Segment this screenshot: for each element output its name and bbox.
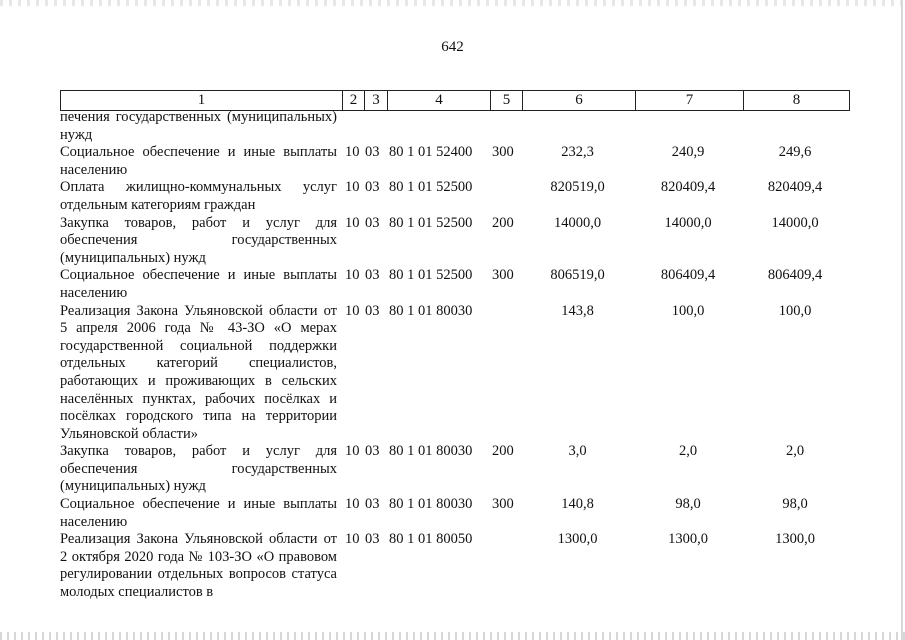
row-subsection [363, 109, 386, 144]
scan-artifact-right [901, 0, 903, 640]
row-amount-col-7 [634, 109, 742, 144]
row-expense-type: 300 [492, 496, 514, 513]
row-section: 10 [345, 302, 360, 319]
row-section: 10 [345, 179, 360, 196]
row-amount-col-6: 14000,0 [553, 214, 602, 231]
row-section: 10 [345, 531, 360, 548]
row-amount-col-6 [521, 109, 634, 144]
table-header [60, 90, 850, 111]
table-row [60, 109, 850, 144]
row-target-article: 80 1 01 80030 [389, 496, 473, 513]
row-section: 10 [345, 214, 360, 231]
row-amount-col-6: 806519,0 [550, 267, 605, 284]
row-name: Реализация Закона Ульяновской области от 5 апреля 2006 года № 43-ЗО «О мерах государственной социальной поддержки отдельных категорий специалистов, работающих и проживающих в сельских населённых пунктах, рабочих посёлках и посёлках городского типа на территории Ульяновской области» [60, 302, 337, 442]
row-target-article: 80 1 01 52500 [389, 267, 473, 284]
row-section: 10 [345, 144, 360, 161]
row-name: Социальное обеспечение и иные выплаты населению [60, 496, 337, 530]
row-amount-col-6: 143,8 [561, 302, 594, 319]
table-row [60, 496, 850, 531]
row-subsection: 03 [365, 214, 380, 231]
row-amount-col-6: 820519,0 [550, 179, 605, 196]
row-amount-col-8: 1300,0 [775, 531, 815, 548]
header-col-5: 5 [490, 91, 522, 110]
row-expense-type [489, 179, 521, 214]
table-row [60, 443, 850, 496]
row-amount-col-8 [742, 109, 848, 144]
header-col-4: 4 [387, 91, 490, 110]
row-amount-col-7: 100,0 [671, 302, 705, 319]
header-col-8: 8 [743, 91, 849, 110]
row-name: Оплата жилищно-коммунальных услуг отдельным категориям граждан [60, 179, 337, 213]
row-name: печения государственных (муниципальных) нужд [60, 109, 337, 143]
table-row [60, 215, 850, 268]
row-amount-col-6: 3,0 [568, 443, 587, 460]
row-name: Социальное обеспечение и иные выплаты населению [60, 144, 337, 178]
header-col-7: 7 [635, 91, 743, 110]
row-section [341, 109, 363, 144]
table-row [60, 179, 850, 214]
row-name: Реализация Закона Ульяновской области от 2 октября 2020 года № 103-ЗО «О правовом регулировании отдельных вопросов статуса молодых специалистов в [60, 531, 337, 601]
row-expense-type [489, 531, 521, 601]
page-number: 642 [441, 39, 464, 55]
row-target-article: 80 1 01 80030 [389, 302, 473, 319]
header-col-2: 2 [342, 91, 364, 110]
header-col-6: 6 [522, 91, 635, 110]
row-expense-type: 300 [492, 144, 514, 161]
scan-artifact-top [0, 0, 905, 6]
row-name: Закупка товаров, работ и услуг для обеспечения государственных (муниципальных) нужд [60, 443, 337, 495]
row-amount-col-8: 820409,4 [767, 179, 823, 196]
row-section: 10 [345, 267, 360, 284]
row-amount-col-7: 806409,4 [660, 267, 716, 284]
row-subsection: 03 [365, 531, 380, 548]
row-amount-col-7: 2,0 [678, 443, 698, 460]
row-target-article: 80 1 01 52400 [389, 144, 473, 161]
row-expense-type [489, 303, 521, 444]
row-amount-col-8: 2,0 [785, 443, 805, 460]
row-target-article: 80 1 01 80050 [389, 531, 473, 548]
row-amount-col-7: 1300,0 [668, 531, 708, 548]
row-amount-col-7: 240,9 [671, 144, 705, 161]
header-col-1: 1 [197, 92, 206, 108]
table-row [60, 531, 850, 601]
row-amount-col-8: 806409,4 [767, 267, 823, 284]
row-section: 10 [345, 496, 360, 513]
table-row [60, 267, 850, 302]
budget-table-body [60, 109, 850, 602]
scan-artifact-bottom [0, 632, 905, 640]
row-section: 10 [345, 443, 360, 460]
row-target-article: 80 1 01 52500 [389, 214, 473, 231]
row-amount-col-8: 98,0 [782, 496, 808, 513]
row-amount-col-6: 140,8 [561, 496, 594, 513]
row-name: Социальное обеспечение и иные выплаты населению [60, 267, 337, 301]
row-target-article: 80 1 01 52500 [389, 179, 473, 196]
row-amount-col-8: 249,6 [778, 144, 812, 161]
row-expense-type: 200 [492, 214, 514, 231]
row-amount-col-7: 14000,0 [664, 214, 712, 231]
table-row [60, 144, 850, 179]
row-subsection: 03 [365, 179, 380, 196]
row-amount-col-7: 98,0 [675, 496, 701, 513]
row-name: Закупка товаров, работ и услуг для обеспечения государственных (муниципальных) нужд [60, 214, 337, 266]
row-amount-col-7: 820409,4 [660, 179, 716, 196]
row-amount-col-6: 232,3 [561, 144, 594, 161]
row-subsection: 03 [365, 496, 380, 513]
row-expense-type: 200 [492, 443, 514, 460]
table-row [60, 303, 850, 444]
row-target-article: 80 1 01 80030 [389, 443, 473, 460]
row-amount-col-8: 14000,0 [771, 214, 819, 231]
row-subsection: 03 [365, 302, 380, 319]
row-expense-type: 300 [492, 267, 514, 284]
row-subsection: 03 [365, 144, 380, 161]
row-expense-type [489, 109, 521, 144]
row-subsection: 03 [365, 443, 380, 460]
row-subsection: 03 [365, 267, 380, 284]
row-amount-col-6: 1300,0 [557, 531, 598, 548]
row-target-article [386, 109, 489, 144]
header-col-3: 3 [364, 91, 387, 110]
row-amount-col-8: 100,0 [778, 302, 812, 319]
